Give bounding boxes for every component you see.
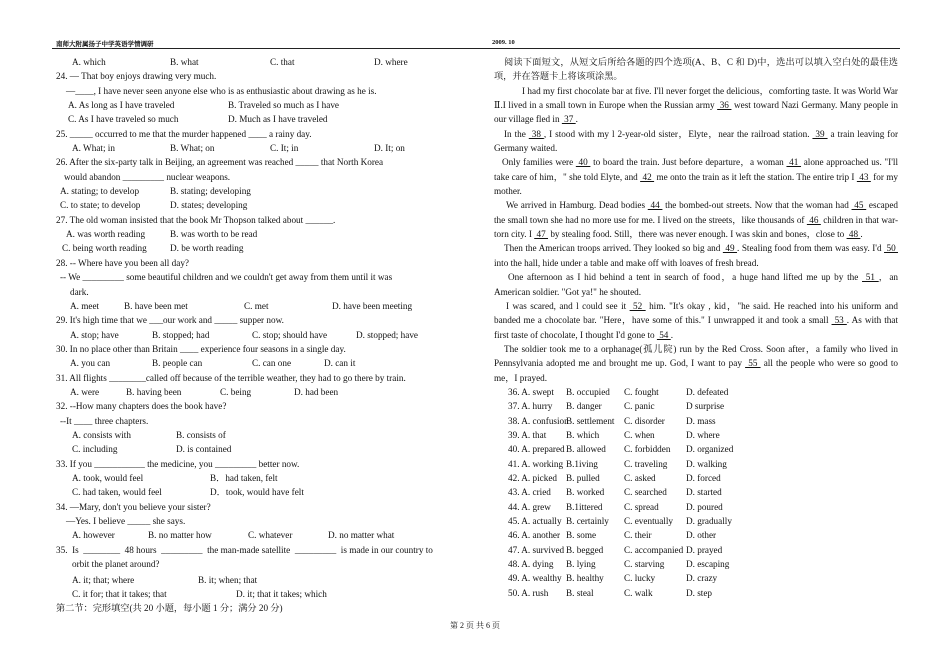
option-b: B. it; when; that	[198, 574, 258, 585]
passage-text: Only families were	[502, 157, 576, 168]
cloze-option: C. traveling	[624, 458, 668, 469]
cloze-option: C. lucky	[624, 573, 656, 584]
passage-text: .	[670, 329, 673, 340]
option-a: A. meet	[70, 300, 100, 311]
cloze-option: B. begged	[566, 544, 604, 555]
option-d: D. be worth reading	[170, 243, 244, 254]
option-c: C. As I have traveled so much	[68, 114, 179, 125]
q29-options	[56, 328, 458, 342]
blank-49: 49	[722, 243, 738, 254]
blank-37: 37	[561, 114, 576, 125]
cloze-option: 48. A. dying	[508, 559, 554, 570]
blank-45: 45	[851, 200, 867, 211]
q26-stem: 26. After the six-party talk in Beijing, an agreement was reached _____ that North Korea	[56, 157, 384, 168]
cloze-option: C. starving	[624, 559, 665, 570]
cloze-option-row	[494, 485, 898, 499]
q28-options	[56, 299, 458, 313]
q35-stem: 35. Is ________ 48 hours _________ the man-made satellite _________ is made in our country to	[56, 544, 433, 555]
q34-options	[56, 528, 458, 542]
option-d: D. is contained	[176, 444, 232, 455]
option-b: B．had taken, felt	[210, 472, 278, 483]
q27-options-row1	[56, 227, 458, 241]
cloze-option: D. prayed	[686, 544, 723, 555]
q34-stem: 34. —Mary, don't you believe your sister?	[56, 501, 211, 512]
option-d: D. can it	[324, 358, 356, 369]
cloze-option: 37. A. hurry	[508, 401, 553, 412]
passage-text: I had my first chocolate bar at five. I'll never forget the delicious，comforting taste. It was World War Ⅱ.I lived in a small town in Europe when the Russian army	[494, 85, 898, 111]
cloze-option: C. searched	[624, 487, 667, 498]
option-a: A. As long as I have traveled	[68, 100, 175, 111]
blank-53: 53	[831, 315, 847, 326]
cloze-option: D. poured	[686, 501, 723, 512]
option-c: C. it for; that it takes; that	[72, 588, 167, 599]
option-c: C. It; in	[270, 143, 299, 154]
cloze-option: B. steal	[566, 587, 594, 598]
q34-stem-2: —Yes. I believe _____ she says.	[66, 516, 186, 526]
passage-paragraph-6	[494, 270, 898, 299]
q24-options-row2	[56, 112, 458, 126]
cloze-option: C. their	[624, 530, 652, 541]
passage-paragraph-3	[494, 155, 898, 198]
q33-options-row2	[56, 485, 458, 499]
page-number: 第 2 页 共 6 页	[450, 621, 500, 630]
option-c: C. had taken, would feel	[72, 487, 162, 498]
cloze-option: 47. A. survived	[508, 544, 565, 555]
cloze-option: 38. A. confusion	[508, 415, 569, 426]
q30-options	[56, 356, 458, 370]
q26-options-row2	[56, 198, 458, 212]
option-a: A. which	[72, 57, 106, 67]
blank-43: 43	[856, 171, 871, 182]
option-c: C. met	[244, 300, 269, 311]
cloze-option-row	[494, 557, 898, 571]
option-c: C. being worth reading	[62, 243, 147, 254]
cloze-option: C. spread	[624, 501, 659, 512]
cloze-option: C. disorder	[624, 415, 665, 426]
cloze-option: B. certainly	[566, 516, 609, 526]
option-d: D．took, would have felt	[210, 487, 304, 498]
passage-text: escaped the small town she had no more use for me. I lived on the streets，like thousands of	[494, 200, 899, 225]
passage-text: We arrived in Hamburg. Dead bodies	[506, 200, 648, 211]
option-c: C. that	[270, 57, 295, 67]
option-a: A. it; that; where	[72, 574, 135, 585]
cloze-option-row	[494, 586, 898, 600]
cloze-option: C. accompanied	[624, 544, 684, 555]
passage-text: by stealing food. Still，there was never enough. I was skin and bones，close to	[548, 229, 847, 240]
passage-paragraph-5	[494, 241, 898, 270]
option-b: B. having been	[126, 386, 182, 397]
passage-text: me onto the train as it left the station. The entire trip I	[654, 171, 857, 182]
option-b: B. consists of	[176, 429, 226, 440]
cloze-option: B. some	[566, 530, 597, 541]
passage-text: . Stealing food from them was easy. I'd	[737, 243, 885, 254]
q28-stem-2: -- We _________ some beautiful children and we couldn't get away from them until it was	[60, 272, 393, 283]
cloze-option: D. forced	[686, 472, 721, 483]
header-school-title: 南师大附属扬子中学英语学情调研	[56, 41, 154, 48]
passage-text: him. "It's okay , kid，"he said. He reached into his uniform and banded me a chocolate bar. "Here，have some of this." I unwrapped it and took a small	[494, 300, 898, 326]
passage-text: The soldier took me to a orphanage(孤儿院) run by the Red Cross. Soon after，a family who lived in Pennsylvania adopted me and brought me up. God, I want to pay	[494, 343, 898, 369]
passage-text: for my mother.	[494, 171, 899, 197]
blank-50: 50	[884, 243, 899, 254]
passage-text: west toward Nazi Germany. Many people in our village fled in	[494, 100, 898, 125]
option-c: C. stop; should have	[252, 329, 328, 340]
blank-38: 38	[528, 128, 544, 139]
q32-stem: 32. --How many chapters does the book have?	[56, 401, 227, 412]
cloze-option-row	[494, 543, 898, 557]
cloze-option: D. step	[686, 587, 713, 598]
option-a: A. however	[72, 530, 115, 541]
q27-options-row2	[56, 241, 458, 255]
option-a: A. were	[70, 386, 100, 397]
cloze-option: B. allowed	[566, 444, 606, 455]
right-column	[494, 55, 898, 600]
cloze-option-row	[494, 471, 898, 485]
blank-36: 36	[717, 100, 732, 111]
option-b: B. What; on	[170, 143, 215, 154]
passage-text: a train leaving for Germany waited.	[494, 128, 899, 154]
option-d: D. have been meeting	[332, 300, 413, 311]
passage-text: , I stood with my l 2-year-old sister，Elyte，near the railroad station.	[543, 128, 813, 139]
q23-options	[56, 55, 458, 69]
cloze-option: 46. A. another	[508, 530, 561, 541]
q33-options-row1	[56, 471, 458, 485]
option-b: B. stating; developing	[170, 186, 251, 197]
option-a: A. took, would feel	[72, 472, 144, 483]
passage-text: .	[575, 114, 578, 125]
passage-text: the bombed-out streets. Now that the woman had	[662, 200, 852, 211]
q31-options	[56, 385, 458, 399]
passage-text: .	[860, 229, 863, 240]
cloze-option: 50. A. rush	[508, 587, 549, 598]
passage-paragraph-2	[494, 127, 898, 156]
cloze-option: 36. A. swept	[508, 386, 554, 397]
q24-stem-2: —____, I have never seen anyone else who is as enthusiastic about drawing as he is.	[66, 85, 377, 96]
cloze-option: B. pulled	[566, 472, 600, 483]
header-date: 2009. 10	[492, 39, 515, 46]
option-d: D. states; developing	[170, 200, 248, 211]
q25-options	[56, 141, 458, 155]
option-b: B. have been met	[124, 300, 188, 311]
passage-text: ，an American soldier. "Got ya!" he shouted.	[494, 272, 899, 297]
passage-text: In the	[504, 128, 529, 139]
option-a: A. consists with	[72, 429, 131, 440]
passage-text: all the people who were so good to me，I prayed.	[494, 358, 898, 383]
cloze-option: 40. A. prepared	[508, 444, 565, 455]
cloze-option: D surprise	[686, 401, 725, 412]
passage-paragraph-4	[494, 198, 898, 241]
option-a: A. stop; have	[70, 329, 119, 340]
blank-55: 55	[745, 358, 761, 369]
q28-stem-3: dark.	[70, 286, 89, 297]
cloze-option: B.1iving	[566, 458, 598, 469]
passage-text: I was scared, and l could see it	[506, 300, 630, 311]
cloze-option-row	[494, 385, 898, 399]
cloze-option-row	[494, 442, 898, 456]
blank-42: 42	[640, 171, 655, 182]
option-a: A. stating; to develop	[60, 186, 140, 197]
section2-heading: 第二节：完形填空(共 20 小题，每小题 1 分；满分 20 分)	[56, 603, 283, 614]
passage-text: . As with that first taste of chocolate, I thought I'd gone to	[494, 315, 898, 340]
cloze-option: C. panic	[624, 401, 655, 412]
option-b: B. stopped; had	[152, 329, 210, 340]
cloze-option-row	[494, 428, 898, 442]
cloze-option: D. organized	[686, 444, 734, 455]
cloze-options-list	[494, 385, 898, 600]
blank-39: 39	[812, 128, 828, 139]
cloze-option: 42. A. picked	[508, 472, 557, 483]
cloze-option: B. danger	[566, 401, 602, 412]
q25-stem: 25. _____ occurred to me that the murder happened ____ a rainy day.	[56, 128, 312, 139]
q29-stem: 29. It's high time that we ___our work and _____ supper now.	[56, 315, 284, 326]
option-b: B. Traveled so much as I have	[228, 100, 339, 111]
cloze-option-row	[494, 528, 898, 542]
cloze-option: D. started	[686, 487, 722, 498]
q30-stem: 30. In no place other than Britain ____ experience four seasons in a single day.	[56, 343, 346, 354]
cloze-option: B. worked	[566, 487, 605, 498]
blank-51: 51	[862, 272, 879, 283]
option-d: D. no matter what	[328, 530, 395, 541]
cloze-option: C. forbidden	[624, 444, 671, 455]
blank-46: 46	[806, 214, 821, 225]
passage-text: One afternoon as I hid behind a tent in search of food，a huge hand lifted me up by the	[508, 272, 863, 283]
q24-options-row1	[56, 98, 458, 112]
q35-options-row2	[56, 587, 458, 601]
cloze-instructions: 阅读下面短文，从短文后所给各题的四个选项(A、B、C 和 D)中，选出可以填入空白处的最佳选项，并在答题卡上将该项涂黑。	[494, 57, 898, 82]
option-a: A. you can	[70, 358, 111, 369]
cloze-option: D. mass	[686, 415, 716, 426]
cloze-option: C. asked	[624, 472, 656, 483]
cloze-option: 43. A. cried	[508, 487, 551, 498]
option-b: B. no matter how	[148, 530, 212, 541]
cloze-option-row	[494, 457, 898, 471]
cloze-option: 41. A. working	[508, 458, 564, 469]
option-b: B. people can	[152, 358, 203, 369]
passage-text: into the hall, hide under a table and make off with loaves of fresh bread.	[494, 257, 759, 268]
passage-text: children in that war-torn city. I	[494, 214, 899, 240]
cloze-option: B. lying	[566, 559, 596, 570]
cloze-option: B. occupied	[566, 386, 610, 397]
blank-47: 47	[534, 229, 549, 240]
cloze-option: B. which	[566, 429, 600, 440]
q33-stem: 33. If you ___________ the medicine, you _________ better now.	[56, 458, 300, 469]
cloze-option: B. healthy	[566, 573, 604, 584]
blank-54: 54	[656, 329, 671, 340]
passage-paragraph-1	[494, 84, 898, 127]
q35-stem-2: orbit the planet around?	[72, 559, 160, 570]
cloze-option: D. gradually	[686, 516, 732, 526]
option-a: A. What; in	[72, 143, 115, 154]
q32-options-row2	[56, 442, 458, 456]
cloze-option: D. walking	[686, 458, 727, 469]
cloze-option: C. fought	[624, 386, 659, 397]
q32-options-row1	[56, 428, 458, 442]
option-d: D. Much as I have traveled	[228, 114, 328, 125]
passage-paragraph-8	[494, 342, 898, 385]
q31-stem: 31. All flights ________called off because of the terrible weather, they had to go there by train.	[56, 372, 406, 383]
cloze-option: C. eventually	[624, 516, 673, 526]
blank-48: 48	[846, 229, 861, 240]
q24-stem: 24. — That boy enjoys drawing very much.	[56, 71, 217, 82]
cloze-option-row	[494, 514, 898, 528]
cloze-option: D. where	[686, 429, 720, 440]
option-d: D. it; that it takes; which	[236, 588, 327, 599]
option-c: C. whatever	[248, 530, 293, 541]
header-rule	[52, 48, 900, 49]
q26-options-row1	[56, 184, 458, 198]
cloze-option: B.1ittered	[566, 501, 603, 512]
cloze-option: B. settlement	[566, 415, 615, 426]
left-column	[56, 55, 458, 616]
q35-options-row1	[56, 573, 458, 587]
option-c: C. can one	[252, 358, 292, 369]
q26-stem-2: would abandon _________ nuclear weapons.	[64, 171, 231, 182]
blank-52: 52	[629, 300, 646, 311]
q28-stem: 28. -- Where have you been all day?	[56, 257, 189, 268]
cloze-option: D. defeated	[686, 386, 729, 397]
cloze-option: D. other	[686, 530, 717, 541]
cloze-option: 44. A. grew	[508, 501, 551, 512]
cloze-option: 49. A. wealthy	[508, 573, 562, 584]
option-c: C. being	[220, 386, 252, 397]
option-d: D. had been	[294, 386, 339, 397]
option-d: D. It; on	[374, 143, 405, 154]
passage-text: alone approached us. "I'll take care of him，" she told Elyte, and	[494, 157, 899, 182]
passage-text: to board the train. Just before departure，a woman	[590, 157, 787, 168]
cloze-option-row	[494, 414, 898, 428]
blank-40: 40	[575, 157, 591, 168]
cloze-option-row	[494, 500, 898, 514]
option-d: D. where	[374, 57, 408, 67]
option-b: B. was worth to be read	[170, 229, 258, 240]
cloze-option: D. escaping	[686, 559, 730, 570]
option-c: C. including	[72, 444, 118, 455]
cloze-option: C. walk	[624, 587, 653, 598]
blank-41: 41	[786, 157, 802, 168]
cloze-option: 39. A. that	[508, 429, 547, 440]
cloze-option-row	[494, 399, 898, 413]
cloze-option: D. crazy	[686, 573, 718, 584]
passage-paragraph-7	[494, 299, 898, 342]
cloze-option: 45. A. actually	[508, 516, 562, 526]
q27-stem: 27. The old woman insisted that the book Mr Thopson talked about ______.	[56, 214, 336, 225]
cloze-option-row	[494, 571, 898, 585]
option-b: B. what	[170, 57, 199, 67]
cloze-option: C. when	[624, 429, 655, 440]
option-c: C. to state; to develop	[60, 200, 141, 211]
option-a: A. was worth reading	[66, 229, 146, 240]
passage-text: Then the American troops arrived. They looked so big and	[504, 243, 723, 254]
option-d: D. stopped; have	[356, 329, 419, 340]
blank-44: 44	[647, 200, 663, 211]
q32-stem-2: --It ____ three chapters.	[60, 415, 149, 426]
